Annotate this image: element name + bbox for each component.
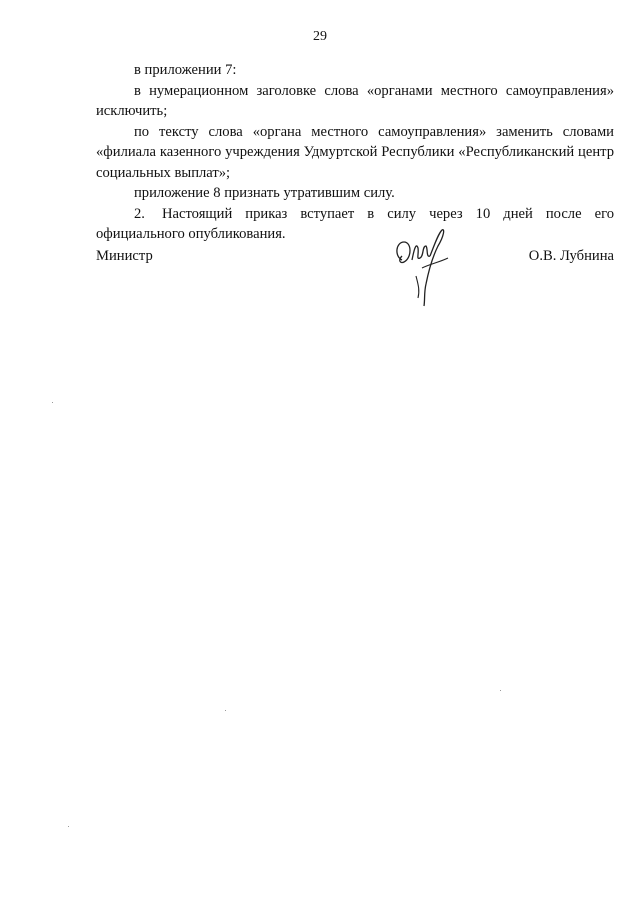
paragraph-appendix-8: приложение 8 признать утратившим силу. xyxy=(134,185,395,201)
scan-speck xyxy=(225,710,226,711)
paragraph-text-change: по тексту слова «органа местного самоуправления» заменить словами «филиала казенного учреждения Удмуртской Республики «Республиканский центр социальных выплат»; xyxy=(96,123,614,181)
paragraph-heading-change: в нумерационном заголовке слова «органами местного самоуправления» исключить; xyxy=(96,82,614,119)
scan-speck xyxy=(68,826,69,827)
scan-speck xyxy=(52,402,53,403)
scan-speck xyxy=(500,690,501,691)
handwritten-signature xyxy=(392,226,462,308)
signatory-role: Министр xyxy=(96,248,153,264)
signature-block xyxy=(96,248,614,308)
item-2-text: Настоящий приказ вступает в силу через 10 дней после его официального опубликования. xyxy=(96,205,614,242)
page-number: 29 xyxy=(313,29,327,44)
signatory-name: О.В. Лубнина xyxy=(528,248,614,264)
document-body xyxy=(96,60,614,245)
paragraph-item-2 xyxy=(96,204,614,245)
item-number: 2. xyxy=(134,205,145,222)
paragraph-appendix-7: в приложении 7: xyxy=(134,62,237,78)
